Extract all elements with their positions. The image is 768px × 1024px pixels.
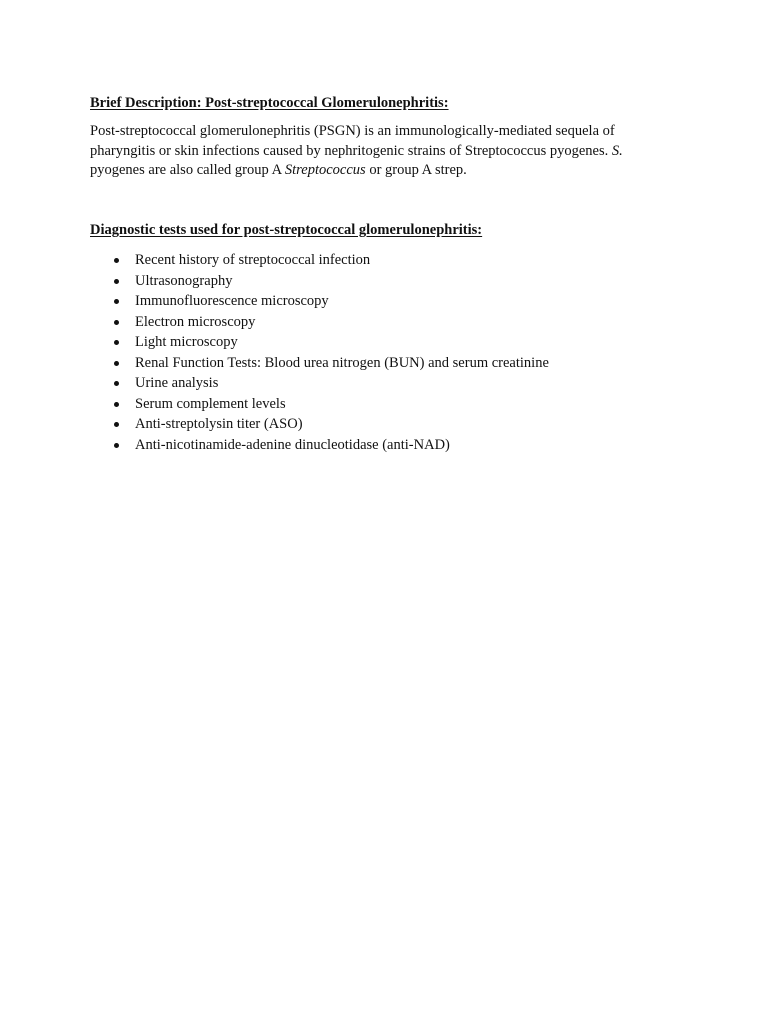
bullet-icon <box>114 320 119 325</box>
list-item-text: Serum complement levels <box>135 395 286 412</box>
paragraph-text: Post-streptococcal glomerulonephritis (PSGN) is an immunologically-mediated sequela of <box>90 123 615 139</box>
list-item-text: Recent history of streptococcal infection <box>135 252 371 268</box>
bullet-icon <box>114 402 119 407</box>
list-item-text: Light microscopy <box>135 334 238 350</box>
paragraph-line <box>90 142 670 162</box>
description-paragraph <box>90 122 670 181</box>
list-item-text: Ultrasonography <box>135 272 233 289</box>
bullet-icon <box>114 381 119 386</box>
list-item <box>90 312 549 333</box>
list-item <box>90 394 549 415</box>
paragraph-text: pharyngitis or skin infections caused by nephritogenic strains of Streptococcus pyogenes. <box>90 142 609 159</box>
paragraph-line <box>90 122 670 142</box>
paragraph-italic-text: Streptococcus <box>284 162 366 178</box>
paragraph-line <box>90 161 670 181</box>
list-item <box>90 271 549 292</box>
bullet-icon <box>114 443 119 448</box>
list-item <box>90 291 549 312</box>
list-item <box>90 353 549 374</box>
diagnostic-tests-list <box>90 250 549 455</box>
list-item <box>90 414 549 435</box>
list-item-text: Urine analysis <box>135 375 219 391</box>
paragraph-italic-text: S. <box>611 142 623 159</box>
paragraph-text: pyogenes are also called group A <box>90 162 282 178</box>
bullet-icon <box>114 279 119 284</box>
bullet-icon <box>114 258 119 263</box>
list-item-text: Renal Function Tests: Blood urea nitrogen (BUN) and serum creatinine <box>135 354 549 371</box>
list-item-text: Anti-nicotinamide-adenine dinucleotidase (anti-NAD) <box>135 436 450 453</box>
section-heading-diagnostic-tests: Diagnostic tests used for post-streptococcal glomerulonephritis: <box>90 222 483 238</box>
list-item <box>90 250 549 271</box>
bullet-icon <box>114 299 119 304</box>
list-item-text: Immunofluorescence microscopy <box>135 293 329 309</box>
paragraph-text: or group A strep. <box>369 162 467 178</box>
bullet-icon <box>114 361 119 366</box>
section-heading-brief-description: Brief Description: Post-streptococcal Glomerulonephritis: <box>90 95 449 111</box>
bullet-icon <box>114 340 119 345</box>
bullet-icon <box>114 422 119 427</box>
list-item-text: Electron microscopy <box>135 313 256 330</box>
list-item <box>90 373 549 394</box>
list-item <box>90 435 549 456</box>
list-item-text: Anti-streptolysin titer (ASO) <box>135 416 303 432</box>
list-item <box>90 332 549 353</box>
